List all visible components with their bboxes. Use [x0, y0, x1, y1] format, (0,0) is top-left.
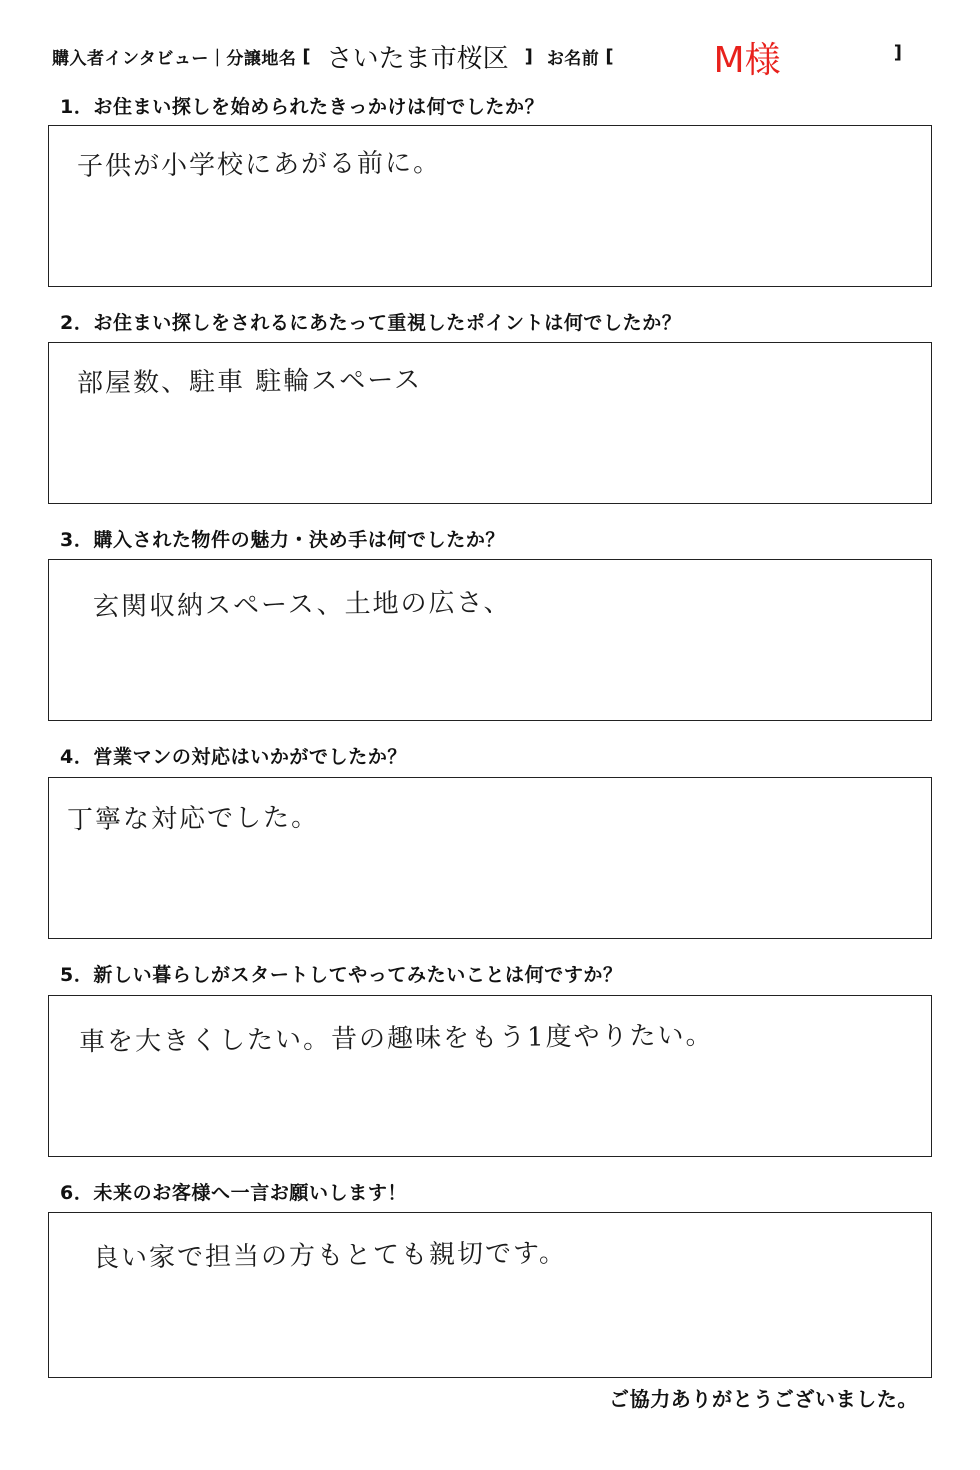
question-5	[60, 960, 623, 987]
customer-name: M様	[713, 40, 781, 81]
answer-text: 玄関収納スペース、土地の広さ、	[92, 587, 512, 623]
name-label: お名前	[546, 48, 600, 69]
question-1	[60, 92, 544, 119]
name-bracket-open: [	[605, 45, 614, 67]
form-header	[52, 34, 932, 81]
answer-text: 良い家で担当の方もとても親切です。	[92, 1238, 568, 1274]
answer-box-4	[48, 777, 932, 939]
question-text: 営業マンの対応はいかがでしたか？	[93, 746, 408, 768]
question-number: 6．	[60, 1182, 94, 1204]
question-6	[60, 1178, 407, 1205]
question-text: お住まい探しを始められたきっかけは何でしたか？	[93, 96, 545, 118]
answer-box-6	[48, 1212, 932, 1378]
answer-text: 子供が小学校にあがる前に。	[76, 148, 442, 182]
question-3	[60, 525, 505, 552]
bracket-close: ]	[524, 45, 533, 67]
interview-label: 購入者インタビュー｜分譲地名	[52, 48, 297, 69]
name-bracket-close: ]	[893, 42, 902, 63]
answer-text: 部屋数、駐車 駐輪スペース	[76, 365, 423, 399]
answer-box-2	[48, 342, 932, 504]
question-2	[60, 308, 681, 335]
answer-box-3	[48, 559, 932, 721]
question-4	[60, 742, 407, 769]
bracket-open: [	[302, 45, 311, 67]
question-text: 新しい暮らしがスタートしてやってみたいことは何ですか？	[93, 964, 623, 986]
name-field	[620, 34, 932, 81]
answer-text: 車を大きくしたい。昔の趣味をもう1度やりたい。	[78, 1020, 714, 1058]
question-number: 4．	[60, 746, 94, 768]
question-text: お住まい探しをされるにあたって重視したポイントは何でしたか？	[93, 312, 682, 334]
question-text: 未来のお客様へ一言お願いします！	[93, 1182, 408, 1204]
question-number: 5．	[60, 964, 94, 986]
question-text: 購入された物件の魅力・決め手は何でしたか？	[93, 529, 506, 551]
answer-box-1	[48, 125, 932, 287]
thanks-message: ご協力ありがとうございました。	[609, 1387, 918, 1411]
question-number: 3．	[60, 529, 94, 551]
question-number: 2．	[60, 312, 94, 334]
area-name: さいたま市桜区	[326, 43, 509, 74]
question-number: 1．	[60, 96, 94, 118]
answer-text: 丁寧な対応でした。	[66, 802, 320, 836]
answer-box-5	[48, 995, 932, 1157]
